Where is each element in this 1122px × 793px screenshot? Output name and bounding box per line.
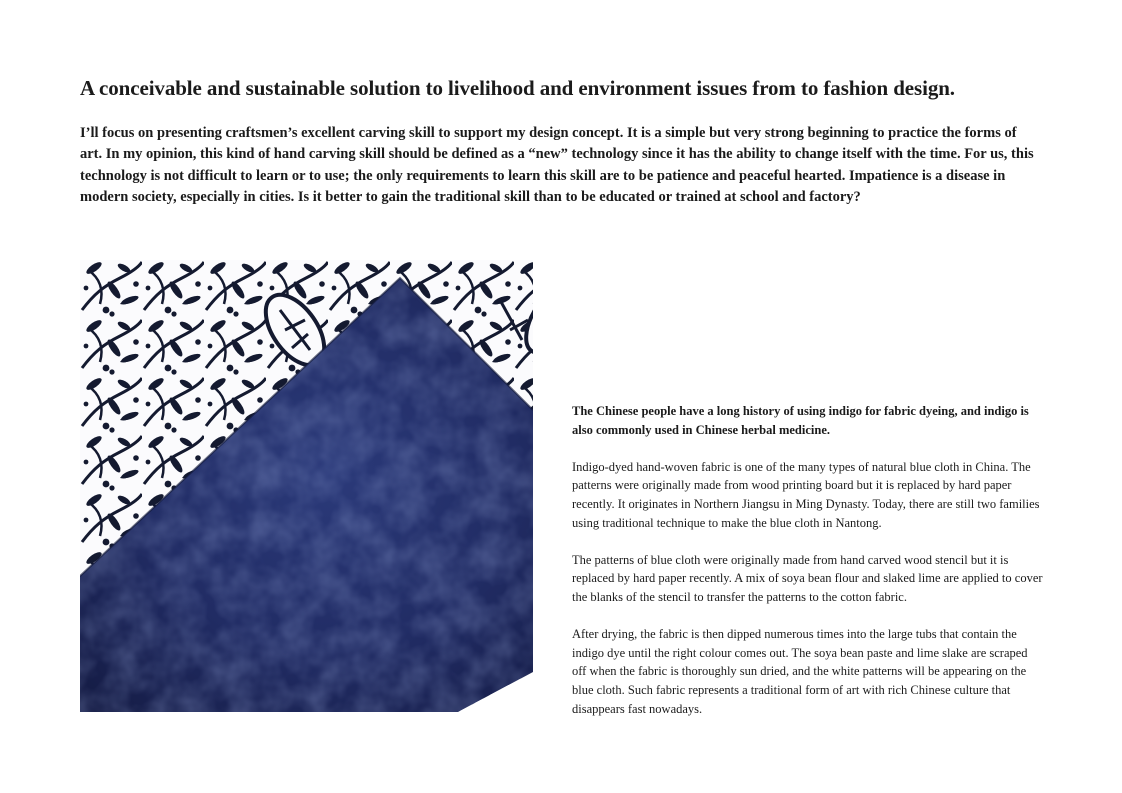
body-paragraph: The patterns of blue cloth were originally made from hand carved wood stencil but it is replaced by hard paper recently. A mix of soya bean flour and slaked lime are applied to cover the blanks of the stencil to transfer the patterns to the cotton fabric.	[572, 552, 1043, 604]
intro-paragraph: I’ll focus on presenting craftsmen’s excellent carving skill to support my design concept. It is a simple but very strong beginning to practice the forms of art. In my opinion, this kind of hand carving skill should be defined as a “new” technology since it has the ability to change itself with the time. For us, this technology is not difficult to learn or to use; the only requirements to learn this skill are to be patience and peaceful hearted. Impatience is a disease in modern society, especially in cities. Is it better to gain the traditional skill than to be educated or trained at school and factory?	[80, 125, 1034, 206]
body-paragraph: Indigo-dyed hand-woven fabric is one of the many types of natural blue cloth in China. The patterns were originally made from wood printing board but it is replaced by hard paper recently. It originates in Northern Jiangsu in Ming Dynasty. Today, there are still two families using traditional technique to make the blue cloth in Nantong.	[572, 459, 1040, 530]
indigo-fabric-photo	[80, 260, 533, 712]
body-paragraph: After drying, the fabric is then dipped numerous times into the large tubs that contain the indigo dye until the right colour comes out. The soya bean paste and lime slake are scraped off when the fabric is thoroughly sun dried, and the white patterns will be appearing on the blue cloth. Such fabric represents a traditional form of art with rich Chinese culture that disappears fast nowadays.	[572, 627, 1028, 716]
page-title: A conceivable and sustainable solution to livelihood and environment issues from to fashion design.	[80, 76, 955, 100]
lead-paragraph: The Chinese people have a long history of using indigo for fabric dyeing, and indigo is also commonly used in Chinese herbal medicine.	[572, 404, 1029, 437]
description-column	[572, 402, 1044, 737]
